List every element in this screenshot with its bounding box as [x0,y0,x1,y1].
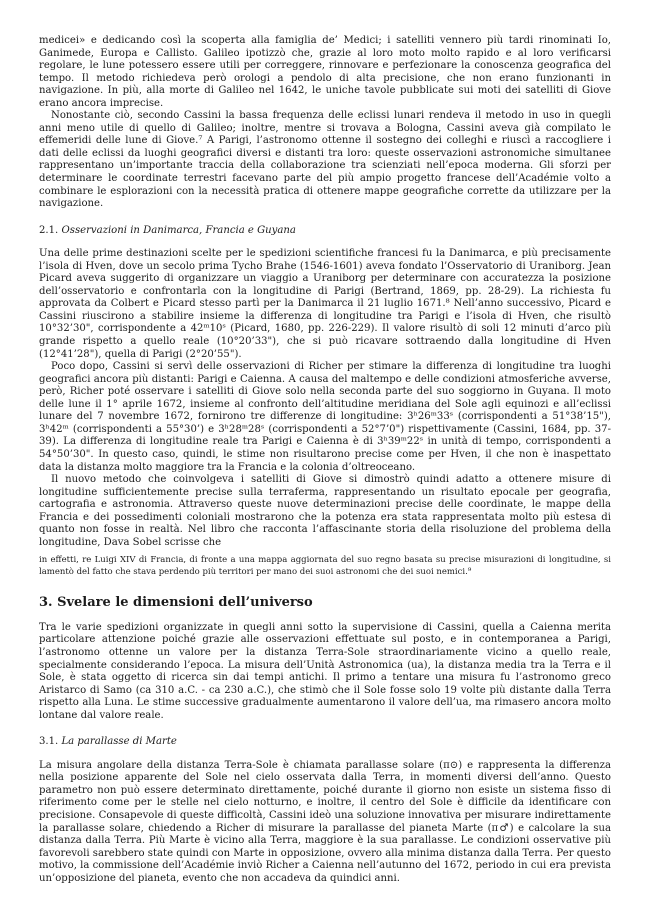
paragraph-new-method: Il nuovo metodo che coinvolgeva i satelliti di Giove si dimostrò quindi adatto a ottenere misure di longitudine sufficientemente precise sulla terraferma, rappresentando un risultato epocale per geografia, cartografia e astronomia. Attraverso queste nuove determinazioni precise delle coordinate, le mappe della Francia e dei possedimenti coloniali mostrarono che la potenza era stata rappresentata molto più estesa di quanto non fosse in realtà. Nel libro che racconta l’affascinante storia della risoluzione del problema della longitudine, Dava Sobel scrisse che [39,474,611,548]
subsection-heading-3-1 [39,736,611,749]
block-quote-sobel: in effetti, re Luigi XIV di Francia, di fronte a una mappa aggiornata del suo regno basata su precise misurazioni di longitudine, si lamentò del fatto che stava perdendo più territori per mano dei suoi astronomi che dei suoi nemici.⁹ [39,555,611,577]
subsection-heading-2-1 [39,225,611,238]
page-content [39,35,611,885]
subsection-title: Osservazioni in Danimarca, Francia e Guyana [61,224,296,236]
paragraph-galileo-method: medicei» e dedicando così la scoperta alla famiglia de’ Medici; i satelliti vennero più tardi rinominati Io, Ganimede, Europa e Callisto. Galileo ipotizzò che, grazie al loro moto molto rapido e al loro verificarsi regolare, le lune potessero essere utili per correggere, rinnovare e perfezionare la conoscenza geografica del tempo. Il metodo richiedeva però orologi a pendolo di alta precisione, che non erano funzionanti in navigazione. In più, alla morte di Galileo nel 1642, le uniche tavole pubblicate sui moti dei satelliti di Giove erano ancora imprecise. [39,35,611,109]
paragraph-astronomical-unit: Tra le varie spedizioni organizzate in quegli anni sotto la supervisione di Cassini, quella a Caienna merita particolare attenzione poiché grazie alle osservazioni effettuate sul posto, e in contemporanea a Parigi, l’astronomo ottenne un valore per la distanza Terra-Sole straordinariamente vicino a quello reale, specialmente considerando l’epoca. La misura dell’Unità Astronomica (ua), la distanza media tra la Terra e il Sole, è stata oggetto di ricerca sin dai tempi antichi. Il primo a tentare una misura fu l’astronomo greco Aristarco di Samo (ca 310 a.C. - ca 230 a.C.), che stimò che il Sole fosse solo 19 volte più distante dalla Terra rispetto alla Luna. Le stime successive gradualmente aumentarono il valore dell’ua, ma rimasero ancora molto lontane dal valore reale. [39,621,611,721]
subsection-title: La parallasse di Marte [61,736,177,748]
subsection-number: 2.1. [39,224,59,236]
paragraph-mars-parallax: La misura angolare della distanza Terra-Sole è chiamata parallasse solare (π⊙) e rappresenta la differenza nella posizione apparente del Sole nel cielo osservata dalla Terra, in momenti diversi dell’anno. Questo parametro non può essere determinato direttamente, poiché durante il giorno non esiste un sistema fisso di riferimento come per le stelle nel cielo notturno, e inoltre, il centro del Sole è difficile da identificare con precisione. Consapevole di queste difficoltà, Cassini ideò una soluzione innovativa per misurare indirettamente la parallasse solare, chiedendo a Richer di misurare la parallasse del pianeta Marte (π♂) e calcolare la sua distanza dalla Terra. Più Marte è vicino alla Terra, maggiore è la sua parallasse. Le condizioni osservative più favorevoli sarebbero state quindi con Marte in opposizione, ovvero alla minima distanza dalla Terra. Per questo motivo, la commissione dell’Académie inviò Richer a Caienna nell’autunno del 1672, periodo in cui era prevista un’opposizione del pianeta, evento che non accadeva da quindici anni. [39,759,611,884]
subsection-number: 3.1. [39,736,59,748]
paragraph-hven-expedition: Una delle prime destinazioni scelte per le spedizioni scientifiche francesi fu la Danimarca, e più precisamente l’isola di Hven, dove un secolo prima Tycho Brahe (1546-1601) aveva fondato l’Osservatorio di Uraniborg. Jean Picard aveva suggerito di organizzare un viaggio a Uraniborg per determinare con accuratezza la posizione dell’osservatorio e confrontarla con la longitudine di Parigi (Bertrand, 1869, pp. 28-29). La richiesta fu approvata da Colbert e Picard stesso partì per la Danimarca il 21 luglio 1671.⁸ Nell’anno successivo, Picard e Cassini riuscirono a stabilire insieme la differenza di longitudine tra Parigi e l’isola di Hven, che risultò 10°32’30", corrispondente a 42ᵐ10ˢ (Picard, 1680, pp. 226-229). Il valore risultò di soli 12 minuti d’arco più grande rispetto a quello reale (10°20’33"), che si può ricavare sottraendo dalla longitudine di Hven (12°41’28"), quella di Parigi (2°20’55"). [39,248,611,360]
section-heading-3: 3. Svelare le dimensioni dell’universo [39,594,313,610]
paragraph-cassini-eclipses: Nonostante ciò, secondo Cassini la bassa frequenza delle eclissi lunari rendeva il metodo in uso in quegli anni meno utile di quello di Galileo; inoltre, mentre si trovava a Bologna, Cassini aveva già compilato le effemeridi delle lune di Giove.⁷ A Parigi, l’astronomo ottenne il sostegno dei colleghi e riuscì a raccogliere i dati delle eclissi da luoghi geografici diversi e distanti tra loro: queste osservazioni astronomiche simultanee rappresentano un’importante traccia della collaborazione tra scienziati nell’epoca moderna. Gli sforzi per determinare le coordinate terrestri facevano parte del più ampio progetto francese dell’Académie volto a combinare le esplorazioni con la necessità pratica di ottenere mappe geografiche corrette da utilizzare per la navigazione. [39,110,611,210]
paragraph-cayenne-longitude: Poco dopo, Cassini si servì delle osservazioni di Richer per stimare la differenza di longitudine tra luoghi geografici ancora più distanti: Parigi e Caienna. A causa del maltempo e delle condizioni atmosferiche avverse, però, Richer poté osservare i satelliti di Giove solo nella seconda parte del suo soggiorno in Guyana. Il moto delle lune il 1° aprile 1672, insieme al confronto dell’altitudine meridiana del Sole agli equinozi e all’eclissi lunare del 7 novembre 1672, fornirono tre differenze di longitudine: 3ʰ26ᵐ33ˢ (corrispondenti a 51°38’15"), 3ʰ42ᵐ (corrispondenti a 55°30’) e 3ʰ28ᵐ28ˢ (corrispondenti a 52°7’0") rispettivamente (Cassini, 1684, pp. 37-39). La differenza di longitudine reale tra Parigi e Caienna è di 3ʰ39ᵐ22ˢ in unità di tempo, corrispondenti a 54°50’30". In questo caso, quindi, le stime non risultarono precise come per Hven, il che non è inaspettato data la distanza molto maggiore tra la Francia e la colonia d’oltreoceano. [39,361,611,473]
